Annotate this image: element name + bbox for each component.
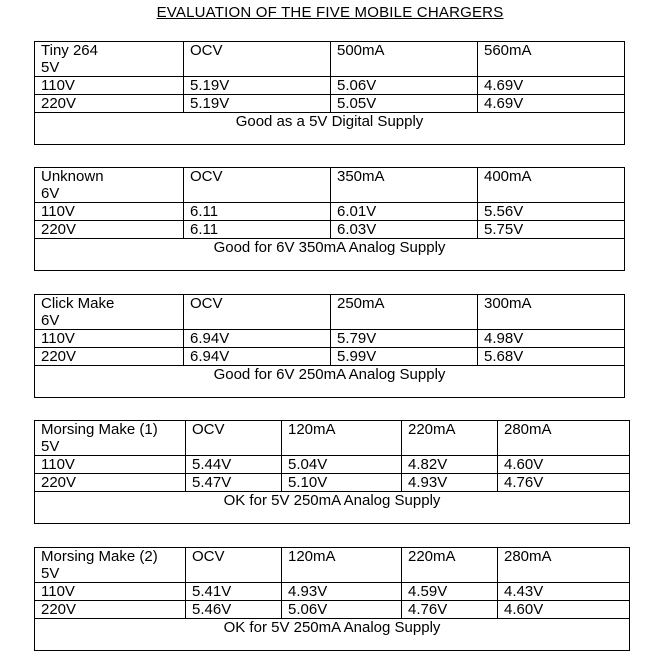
table-row: [35, 456, 630, 474]
charger-rated-voltage: 6V: [41, 312, 60, 329]
reading-cell: 5.47V: [186, 474, 282, 492]
column-header: OCV: [184, 295, 331, 330]
reading-cell: 4.98V: [478, 330, 625, 348]
column-header: 300mA: [478, 295, 625, 330]
column-header: 250mA: [331, 295, 478, 330]
reading-cell: 6.03V: [331, 221, 478, 239]
column-header: 220mA: [402, 548, 498, 583]
column-header: OCV: [186, 421, 282, 456]
reading-cell: 5.19V: [184, 77, 331, 95]
charger-table-morsing-make-1: [34, 420, 630, 524]
reading-cell: 5.79V: [331, 330, 478, 348]
reading-cell: 6.01V: [331, 203, 478, 221]
charger-rated-voltage: 5V: [41, 59, 60, 76]
column-header: 280mA: [498, 421, 630, 456]
charger-name: Unknown: [41, 168, 104, 185]
table-header-row: [35, 42, 625, 77]
reading-cell: 5.99V: [331, 348, 478, 366]
reading-cell: 5.05V: [331, 95, 478, 113]
reading-cell: 5.56V: [478, 203, 625, 221]
column-header: 560mA: [478, 42, 625, 77]
table-row: [35, 330, 625, 348]
note-row: [35, 366, 625, 398]
column-header: OCV: [184, 168, 331, 203]
note-row: [35, 619, 630, 651]
page-title: EVALUATION OF THE FIVE MOBILE CHARGERS: [156, 4, 504, 21]
table-header-row: [35, 168, 625, 203]
charger-name: Tiny 264: [41, 42, 98, 59]
supply-voltage-cell: 220V: [35, 474, 186, 492]
reading-cell: 4.93V: [402, 474, 498, 492]
reading-cell: 5.75V: [478, 221, 625, 239]
table-row: [35, 583, 630, 601]
reading-cell: 6.94V: [184, 348, 331, 366]
charger-rated-voltage: 5V: [41, 565, 60, 582]
charger-table-morsing-make-2: [34, 547, 630, 651]
reading-cell: 6.11: [184, 221, 331, 239]
reading-cell: 4.76V: [498, 474, 630, 492]
reading-cell: 5.46V: [186, 601, 282, 619]
charger-name-cell: [35, 168, 184, 203]
supply-voltage-cell: 110V: [35, 203, 184, 221]
column-header: OCV: [184, 42, 331, 77]
column-header: 350mA: [331, 168, 478, 203]
column-header: 400mA: [478, 168, 625, 203]
table-row: [35, 95, 625, 113]
charger-name-cell: [35, 548, 186, 583]
reading-cell: 4.59V: [402, 583, 498, 601]
evaluation-note: OK for 5V 250mA Analog Supply: [35, 619, 630, 651]
table-header-row: [35, 295, 625, 330]
table-row: [35, 221, 625, 239]
evaluation-note: Good for 6V 250mA Analog Supply: [35, 366, 625, 398]
reading-cell: 4.43V: [498, 583, 630, 601]
charger-name: Click Make: [41, 295, 115, 312]
note-row: [35, 239, 625, 271]
reading-cell: 5.44V: [186, 456, 282, 474]
supply-voltage-cell: 220V: [35, 348, 184, 366]
supply-voltage-cell: 110V: [35, 456, 186, 474]
table-row: [35, 77, 625, 95]
supply-voltage-cell: 220V: [35, 221, 184, 239]
reading-cell: 4.76V: [402, 601, 498, 619]
note-row: [35, 113, 625, 145]
column-header: 280mA: [498, 548, 630, 583]
reading-cell: 4.60V: [498, 456, 630, 474]
column-header: 220mA: [402, 421, 498, 456]
column-header: 120mA: [282, 421, 402, 456]
charger-name-cell: [35, 295, 184, 330]
evaluation-note: Good as a 5V Digital Supply: [35, 113, 625, 145]
reading-cell: 4.93V: [282, 583, 402, 601]
charger-name: Morsing Make (1): [41, 421, 158, 438]
reading-cell: 4.69V: [478, 95, 625, 113]
table-row: [35, 348, 625, 366]
note-row: [35, 492, 630, 524]
reading-cell: 5.06V: [331, 77, 478, 95]
reading-cell: 6.11: [184, 203, 331, 221]
reading-cell: 5.41V: [186, 583, 282, 601]
table-row: [35, 601, 630, 619]
charger-table-click-make: [34, 294, 625, 398]
reading-cell: 5.06V: [282, 601, 402, 619]
charger-rated-voltage: 5V: [41, 438, 60, 455]
charger-name-cell: [35, 421, 186, 456]
reading-cell: 5.19V: [184, 95, 331, 113]
column-header: 500mA: [331, 42, 478, 77]
column-header: OCV: [186, 548, 282, 583]
evaluation-note: OK for 5V 250mA Analog Supply: [35, 492, 630, 524]
supply-voltage-cell: 110V: [35, 77, 184, 95]
reading-cell: 4.60V: [498, 601, 630, 619]
reading-cell: 5.68V: [478, 348, 625, 366]
column-header: 120mA: [282, 548, 402, 583]
table-row: [35, 203, 625, 221]
charger-name-cell: [35, 42, 184, 77]
charger-table-tiny-264: [34, 41, 625, 145]
reading-cell: 6.94V: [184, 330, 331, 348]
evaluation-note: Good for 6V 350mA Analog Supply: [35, 239, 625, 271]
reading-cell: 4.69V: [478, 77, 625, 95]
table-header-row: [35, 421, 630, 456]
reading-cell: 5.04V: [282, 456, 402, 474]
supply-voltage-cell: 110V: [35, 330, 184, 348]
charger-table-unknown: [34, 167, 625, 271]
table-header-row: [35, 548, 630, 583]
charger-name: Morsing Make (2): [41, 548, 158, 565]
table-row: [35, 474, 630, 492]
supply-voltage-cell: 220V: [35, 95, 184, 113]
reading-cell: 4.82V: [402, 456, 498, 474]
reading-cell: 5.10V: [282, 474, 402, 492]
charger-rated-voltage: 6V: [41, 185, 60, 202]
supply-voltage-cell: 220V: [35, 601, 186, 619]
supply-voltage-cell: 110V: [35, 583, 186, 601]
